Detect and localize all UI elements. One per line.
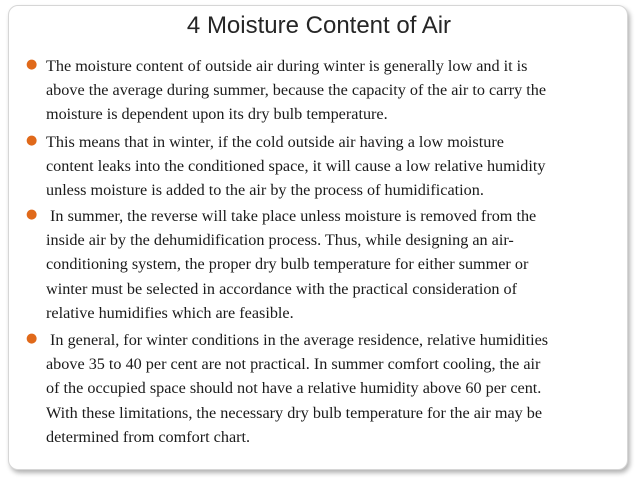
bullet-dot-icon: ●: [26, 57, 38, 72]
text-line: winter must be selected in accordance with the practical consideration of: [46, 279, 518, 298]
bullet-text: [46, 204, 606, 325]
text-line: determined from comfort chart.: [46, 427, 251, 446]
text-line: above 35 to 40 per cent are not practical. In summer comfort cooling, the air: [46, 355, 541, 374]
text-line: above the average during summer, because the capacity of the air to carry the: [46, 81, 547, 100]
bullet-dot-icon: ●: [26, 331, 38, 346]
bullet-text: [46, 328, 606, 449]
text-line: In general, for winter conditions in the average residence, relative humidities: [46, 331, 549, 349]
text-line: With these limitations, the necessary dry bulb temperature for the air may be: [46, 403, 543, 422]
bullet-dot-icon: ●: [26, 207, 38, 222]
text-line: content leaks into the conditioned space, it will cause a low relative humidity: [46, 157, 546, 176]
text-line: moisture is dependent upon its dry bulb temperature.: [46, 105, 388, 124]
text-line: This means that in winter, if the cold outside air having a low moisture: [46, 133, 504, 151]
slide-title: 4 Moisture Content of Air: [186, 12, 452, 39]
text-line: inside air by the dehumidification process. Thus, while designing an air-: [46, 231, 514, 250]
text-line: of the occupied space should not have a relative humidity above 60 per cent.: [46, 379, 542, 398]
bullet-text: [46, 130, 606, 203]
text-line: unless moisture is added to the air by the process of humidification.: [46, 181, 484, 200]
text-line: relative humidifies which are feasible.: [46, 303, 294, 322]
text-line: conditioning system, the proper dry bulb temperature for either summer or: [46, 255, 529, 274]
text-line: In summer, the reverse will take place unless moisture is removed from the: [46, 207, 537, 225]
text-line: The moisture content of outside air during winter is generally low and it is: [46, 57, 528, 75]
bullet-dot-icon: ●: [26, 133, 38, 148]
bullet-text: [46, 54, 606, 127]
